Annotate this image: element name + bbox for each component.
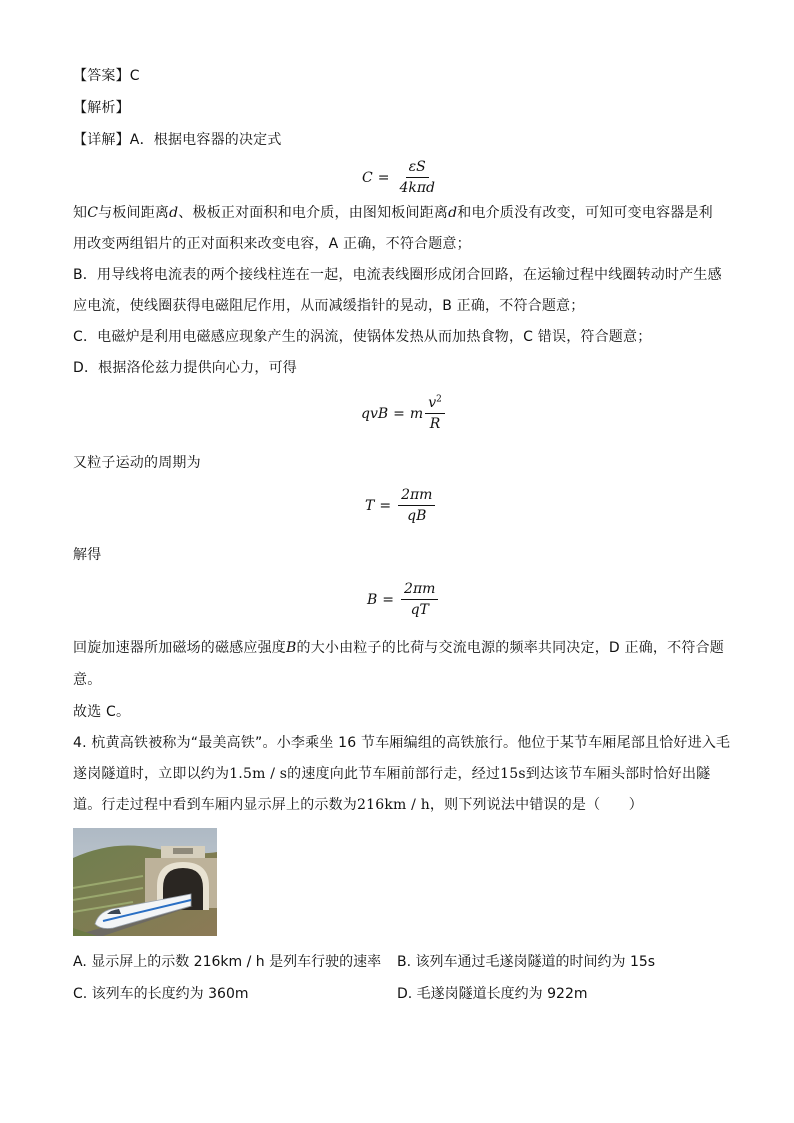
tunnel-sign xyxy=(173,848,193,854)
formula-period xyxy=(365,486,437,525)
question-4-line-2 xyxy=(73,764,710,784)
text-span: 与板间距离 xyxy=(98,205,170,221)
equals-sign: = xyxy=(382,591,395,608)
math-var: d xyxy=(448,205,458,221)
option-b: B. 该列车通过毛遂岗隧道的时间约为 15s xyxy=(397,954,656,970)
fraction-numerator: 2πm xyxy=(401,580,438,600)
math-var: B xyxy=(286,640,297,656)
text-span: 的大小由粒子的比荷与交流电源的频率共同决定，D 正确，不符合题 xyxy=(296,640,724,656)
formula-magnetic-field xyxy=(367,580,440,619)
paragraph-a-line-2: 用改变两组铝片的正对面积来改变电容，A 正确，不符合题意； xyxy=(73,236,471,252)
formula-lorentz xyxy=(361,394,447,433)
fraction-numerator: εS xyxy=(406,158,429,178)
formula-lhs: qvB xyxy=(361,405,389,422)
formula-lhs: C xyxy=(362,169,373,186)
paragraph-b-line-1: B．用导线将电流表的两个接线柱连在一起，电流表线圈形成闭合回路，在运输过程中线圈转动时产生感 xyxy=(73,267,722,283)
velocity-var: v xyxy=(428,395,437,411)
value-speed: 1.5m / s xyxy=(229,766,288,782)
fraction-numerator: 2πm xyxy=(398,486,435,506)
text-span: 、极板正对面积和电介质，由图知板间距离 xyxy=(178,205,449,221)
paragraph-a-line-1 xyxy=(73,203,713,223)
fraction xyxy=(401,580,438,619)
fraction xyxy=(396,158,438,197)
answer-line: 【答案】C xyxy=(73,68,140,84)
formula-lhs: T xyxy=(365,497,375,514)
text-span: 到达该节车厢头部时恰好出隧 xyxy=(525,766,711,782)
formula-mass: m xyxy=(409,405,424,422)
detail-line: 【详解】A．根据电容器的决定式 xyxy=(73,132,282,148)
paragraph-d: D．根据洛伦兹力提供向心力，可得 xyxy=(73,360,297,376)
paragraph-d-conclusion-line-1 xyxy=(73,638,724,658)
analysis-label: 【解析】 xyxy=(73,100,130,116)
paragraph-c: C．电磁炉是利用电磁感应现象产生的涡流，使锅体发热从而加热食物，C 错误，符合题意； xyxy=(73,329,652,345)
option-a: A. 显示屏上的示数 216km / h 是列车行驶的速率 xyxy=(73,954,382,970)
equals-sign: = xyxy=(377,169,390,186)
fraction xyxy=(425,394,445,433)
option-d: D. 毛遂岗隧道长度约为 922m xyxy=(397,986,588,1002)
option-c: C. 该列车的长度约为 360m xyxy=(73,986,249,1002)
fraction-denominator: qB xyxy=(407,508,427,524)
text-span: ，则下列说法中错误的是（ ） xyxy=(429,797,643,813)
math-var: C xyxy=(87,205,99,221)
paragraph-b-line-2: 应电流，使线圈获得电磁阻尼作用，从而减缓指针的晃动，B 正确，不符合题意； xyxy=(73,298,585,314)
question-4-line-3 xyxy=(73,795,643,815)
equals-sign: = xyxy=(393,405,405,422)
equals-sign: = xyxy=(379,497,392,514)
text-span: 的速度向此节车厢前部行走，经过 xyxy=(287,766,501,782)
fraction-denominator: qT xyxy=(410,602,429,618)
value-time: 15s xyxy=(500,766,526,782)
period-intro: 又粒子运动的周期为 xyxy=(73,455,201,471)
text-span: 和电介质没有改变，可知可变电容器是利 xyxy=(457,205,713,221)
question-4-line-1: 4. 杭黄高铁被称为“最美高铁”。小李乘坐 16 节车厢编组的高铁旅行。他位于某节车厢尾部且恰好进入毛 xyxy=(73,735,731,751)
text-span: 遂岗隧道时，立即以约为 xyxy=(73,766,230,782)
text-span: 知 xyxy=(73,205,88,221)
fraction-numerator xyxy=(425,394,445,414)
formula-lhs: B xyxy=(367,591,378,608)
fraction-denominator: 4kπd xyxy=(399,180,436,196)
text-span: 回旋加速器所加磁场的磁感应强度 xyxy=(73,640,286,656)
fraction-denominator: R xyxy=(429,416,441,432)
exponent: 2 xyxy=(436,394,442,405)
text-span: 道。行走过程中看到车厢内显示屏上的示数为 xyxy=(73,797,357,813)
value-display-speed: 216km / h xyxy=(357,797,430,813)
paragraph-d-conclusion-line-2: 意。 xyxy=(73,672,102,688)
conclusion-line: 故选 C。 xyxy=(73,704,131,720)
solve-label: 解得 xyxy=(73,547,102,563)
train-tunnel-photo xyxy=(73,828,217,936)
fraction xyxy=(398,486,435,525)
formula-capacitance xyxy=(362,158,440,197)
math-var: d xyxy=(169,205,179,221)
